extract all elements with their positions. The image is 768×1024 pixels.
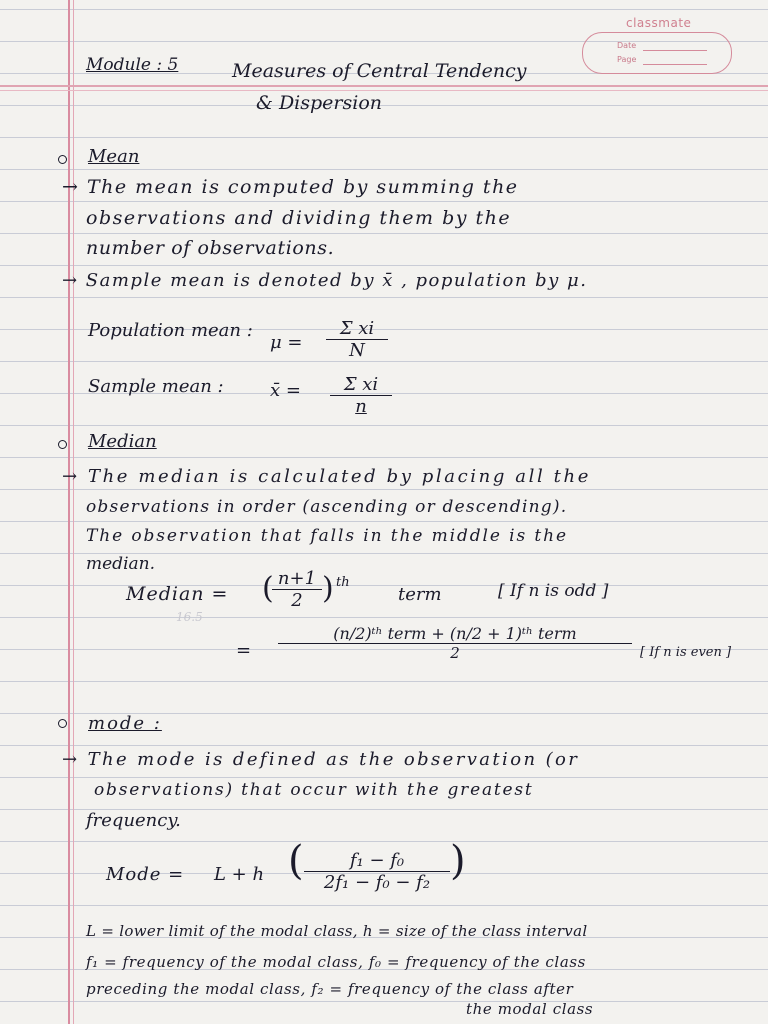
mode-denominator: 2f₁ − f₀ − f₂ <box>323 872 431 893</box>
mode-line-2: observations) that occur with the greatest <box>94 780 534 800</box>
odd-note: [ If n is odd ] <box>498 581 609 601</box>
sample-mean-lhs: x̄ = <box>270 380 301 401</box>
mode-line-1: → The mode is defined as the observation (or <box>62 749 580 770</box>
median-line-3: The observation that falls in the middle is the <box>86 526 568 546</box>
median-line-4: median. <box>86 554 155 574</box>
even-equals: = <box>236 640 252 661</box>
even-denominator: 2 <box>450 644 460 662</box>
even-note: [ If n is even ] <box>640 645 732 660</box>
module-number: Module : 5 <box>86 55 179 75</box>
mode-definition-3: preceding the modal class, f₂ = frequency of the class after <box>86 980 574 998</box>
population-mean-fraction <box>326 318 388 361</box>
odd-fraction <box>272 568 322 611</box>
bullet-mean <box>58 155 67 164</box>
margin-line-secondary <box>73 0 74 1024</box>
median-heading: Median <box>88 431 157 452</box>
median-line-1: → The median is calculated by placing all the <box>62 466 591 487</box>
page-subtitle: & Dispersion <box>256 92 383 114</box>
page-line <box>643 64 707 65</box>
mode-numerator: f₁ − f₀ <box>304 850 450 872</box>
mode-paren-close: ) <box>450 838 466 884</box>
page-title: Measures of Central Tendency <box>232 60 527 82</box>
mean-line-2: observations and dividing them by the <box>86 207 512 229</box>
mode-formula-lhs: L + h <box>214 864 265 885</box>
mode-definition-1: L = lower limit of the modal class, h = size of the class interval <box>86 922 588 940</box>
sample-mean-label: Sample mean : <box>88 376 224 397</box>
faint-note: 16.5 <box>176 610 203 624</box>
median-line-2: observations in order (ascending or descending). <box>86 497 568 517</box>
mode-fraction <box>304 850 450 893</box>
mode-definition-4: the modal class <box>466 1000 594 1018</box>
mean-line-4: → Sample mean is denoted by x̄ , population by μ. <box>62 270 588 291</box>
odd-denominator: 2 <box>291 590 303 611</box>
odd-superscript: th <box>336 575 350 590</box>
odd-paren-open: ( <box>262 571 274 606</box>
date-page-stamp <box>582 32 732 74</box>
bullet-mode <box>58 719 67 728</box>
even-numerator: (n/2)ᵗʰ term + (n/2 + 1)ᵗʰ term <box>278 624 632 644</box>
mode-formula-label: Mode = <box>106 864 185 885</box>
odd-numerator: n+1 <box>272 568 322 590</box>
header-rule-secondary <box>0 90 768 91</box>
sample-mean-denominator: n <box>355 396 367 417</box>
header-rule <box>0 85 768 87</box>
odd-paren-close: ) <box>322 571 334 606</box>
mean-line-3: number of observations. <box>86 237 335 259</box>
date-label: Date <box>617 41 637 50</box>
population-mean-denominator: N <box>349 340 365 361</box>
page-label: Page <box>617 55 637 64</box>
population-mean-label: Population mean : <box>88 320 253 341</box>
sample-mean-fraction <box>330 374 392 417</box>
mean-heading: Mean <box>88 146 140 167</box>
median-formula-label: Median = <box>126 583 229 605</box>
date-line <box>643 50 707 51</box>
population-mean-numerator: Σ xi <box>326 318 388 340</box>
odd-term: term <box>398 584 442 605</box>
mode-paren-open: ( <box>288 838 304 884</box>
margin-line <box>68 0 70 1024</box>
bullet-median <box>58 440 67 449</box>
mode-heading: mode : <box>88 713 162 734</box>
even-fraction <box>278 624 632 662</box>
population-mean-lhs: μ = <box>270 332 303 353</box>
brand-logo: classmate <box>626 16 692 30</box>
mode-definition-2: f₁ = frequency of the modal class, f₀ = frequency of the class <box>86 953 586 971</box>
mean-line-1: → The mean is computed by summing the <box>62 176 519 198</box>
mode-line-3: frequency. <box>86 810 181 831</box>
sample-mean-numerator: Σ xi <box>330 374 392 396</box>
